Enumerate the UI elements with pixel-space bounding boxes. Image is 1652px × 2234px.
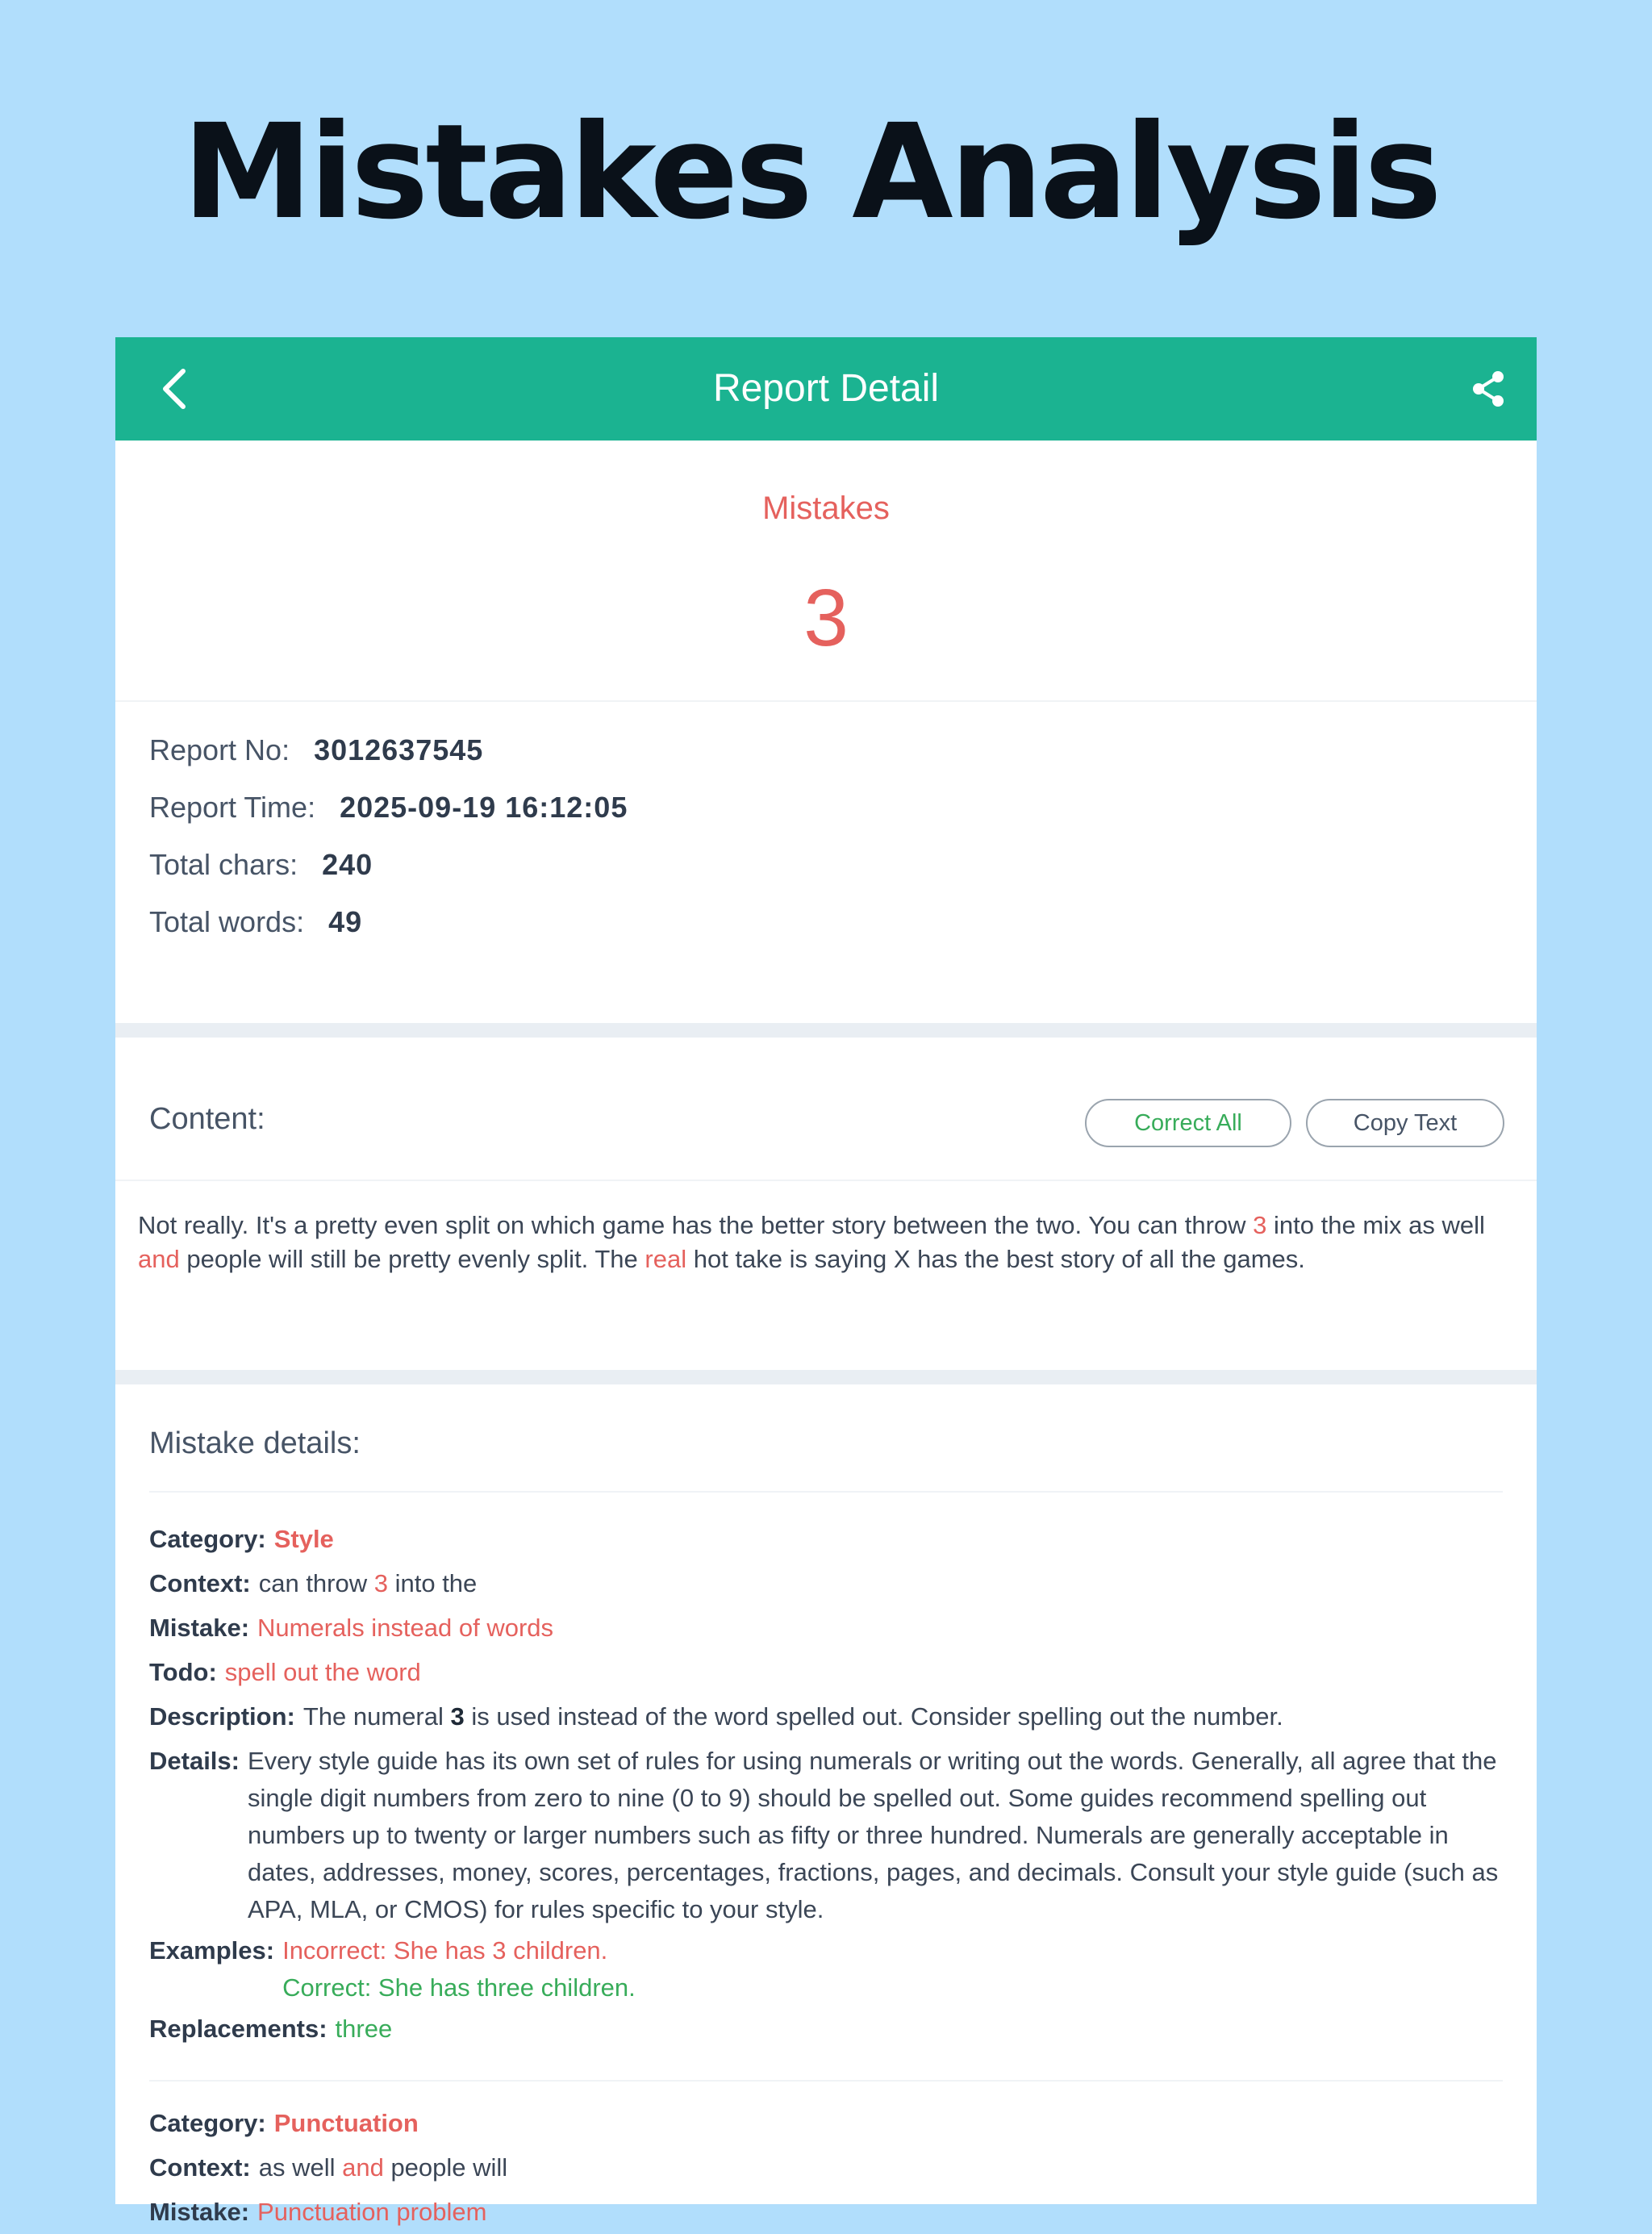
mistakes-label: Mistakes — [762, 491, 890, 526]
report-summary — [115, 441, 1537, 1023]
context-row — [149, 2145, 1503, 2190]
section-separator — [115, 1370, 1537, 1384]
share-icon — [1471, 370, 1506, 407]
highlighted-mistake[interactable]: and — [138, 1245, 180, 1273]
mistake-item — [149, 1517, 1503, 2051]
total-words-value: 49 — [328, 904, 363, 938]
copy-text-button[interactable]: Copy Text — [1306, 1099, 1504, 1147]
replacement-value[interactable]: three — [335, 2015, 393, 2043]
todo-row — [149, 1650, 1503, 1694]
details-row — [149, 1739, 1503, 1928]
total-chars-value: 240 — [322, 847, 373, 881]
description-bold: 3 — [450, 1702, 465, 1731]
mistake-row — [149, 1606, 1503, 1650]
content-label: Content: — [149, 1102, 265, 1136]
app-screen — [115, 337, 1537, 2226]
context-row — [149, 1561, 1503, 1606]
details-value: Every style guide has its own set of rules for using numerals or writing out the words. Generally, all agree that the single digit numbers from zero to nine (0 to 9) should be spelled out. Some guides recommend spelling out numbers up to twenty or larger numbers such as fifty or three hundred. Numerals are generally acceptable in dates, addresses, money, scores, percentages, fractions, pages, and decimals. Consult your style guide (such as APA, MLA, or CMOS) for rules specific to your style. — [247, 1747, 1499, 1923]
page-title: Report Detail — [712, 367, 940, 410]
description-text: is used instead of the word spelled out. Consider spelling out the number. — [464, 1702, 1283, 1731]
description-value — [303, 1694, 1283, 1739]
report-time-row — [149, 779, 628, 836]
text-segment: hot take is saying X has the best story of all the games. — [686, 1245, 1305, 1273]
content-text — [138, 1209, 1504, 1276]
mistake-details-section — [115, 1384, 1537, 2234]
mistake-item — [149, 2101, 1503, 2234]
context-key: Context: — [149, 2153, 251, 2182]
context-value — [259, 1561, 478, 1606]
context-text: people will — [383, 2153, 508, 2182]
total-chars-label: Total chars: — [149, 847, 298, 881]
divider — [149, 1491, 1503, 1493]
category-value: Style — [273, 1525, 334, 1553]
report-no-value: 3012637545 — [314, 733, 484, 766]
section-separator — [115, 1023, 1537, 1038]
category-value: Punctuation — [273, 2109, 419, 2137]
description-key: Description: — [149, 1702, 295, 1731]
mistake-details-label: Mistake details: — [149, 1426, 361, 1460]
total-words-label: Total words: — [149, 904, 305, 938]
promo-title: Mistakes Analysis — [182, 97, 1439, 248]
context-text: as well — [258, 2153, 343, 2182]
navbar — [115, 337, 1537, 441]
context-key: Context: — [149, 1569, 251, 1597]
example-incorrect: Incorrect: She has 3 children. — [282, 1936, 608, 1965]
todo-value: spell out the word — [224, 1658, 421, 1686]
content-section — [115, 1038, 1537, 1370]
context-value — [259, 2145, 507, 2190]
description-text: The numeral — [302, 1702, 451, 1731]
report-no-row — [149, 721, 628, 779]
total-words-row — [149, 893, 628, 950]
text-segment: people will still be pretty evenly split. The — [179, 1245, 645, 1273]
details-key: Details: — [149, 1747, 240, 1775]
divider — [115, 700, 1537, 702]
category-row — [149, 2101, 1503, 2145]
category-key: Category: — [149, 1525, 266, 1553]
context-text: into the — [387, 1569, 478, 1597]
mistake-row — [149, 2190, 1503, 2234]
replacements-row — [149, 2006, 1503, 2051]
todo-key: Todo: — [149, 1658, 217, 1686]
category-row — [149, 1517, 1503, 1561]
examples-row — [149, 1928, 1503, 2006]
report-time-label: Report Time: — [149, 790, 316, 824]
report-no-label: Report No: — [149, 733, 290, 766]
examples-value — [282, 1928, 636, 2006]
category-key: Category: — [149, 2109, 266, 2137]
text-segment: into the mix as well — [1266, 1211, 1485, 1239]
total-chars-row — [149, 836, 628, 893]
context-highlight: 3 — [373, 1569, 388, 1597]
highlighted-mistake[interactable]: real — [645, 1245, 687, 1273]
examples-key: Examples: — [149, 1936, 275, 1965]
divider — [149, 2080, 1503, 2082]
highlighted-mistake[interactable]: 3 — [1253, 1211, 1267, 1239]
context-highlight: and — [342, 2153, 384, 2182]
context-text: can throw — [258, 1569, 374, 1597]
text-segment: Not really. It's a pretty even split on which game has the better story between the two. You can throw — [138, 1211, 1254, 1239]
mistake-key: Mistake: — [149, 1614, 250, 1642]
divider — [115, 1180, 1537, 1181]
report-time-value: 2025-09-19 16:12:05 — [340, 790, 628, 824]
example-correct: Correct: She has three children. — [282, 1973, 636, 2002]
mistake-value: Punctuation problem — [257, 2198, 487, 2226]
mistake-value: Numerals instead of words — [257, 1614, 554, 1642]
description-row — [149, 1694, 1503, 1739]
share-button[interactable] — [1464, 365, 1512, 413]
replacements-key: Replacements: — [149, 2015, 327, 2043]
correct-all-button[interactable]: Correct All — [1085, 1099, 1291, 1147]
mistakes-count: 3 — [803, 573, 849, 663]
report-meta — [149, 721, 628, 950]
mistake-key: Mistake: — [149, 2198, 250, 2226]
